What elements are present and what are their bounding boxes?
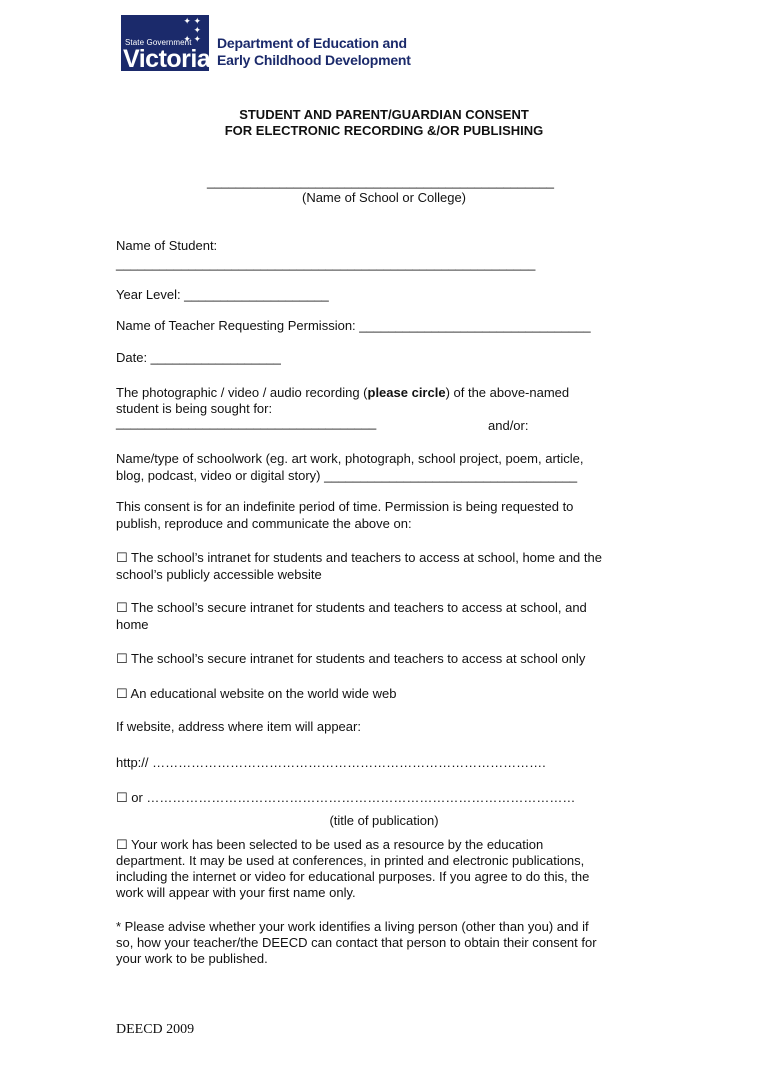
title-line-2: FOR ELECTRONIC RECORDING &/OR PUBLISHING [224, 123, 544, 138]
schoolwork-line-2: blog, podcast, video or digital story) ___________________________________ [116, 468, 578, 483]
department-line-1: Department of Education and [217, 35, 407, 51]
student-name-blank: __________________________________________________________ [116, 256, 536, 271]
department-name [217, 35, 411, 69]
please-circle-text: please circle [367, 385, 446, 400]
resource-line-2: department. It may be used at conferences, in printed and electronic publications, [116, 853, 585, 868]
school-name-blank: ________________________________________________ [207, 174, 555, 189]
publication-label: (title of publication) [329, 813, 439, 828]
option-2-line-2: home [116, 617, 149, 632]
date-field: Date: __________________ [116, 350, 281, 365]
advise-line-2: so, how your teacher/the DEECD can contact that person to obtain their consent for [116, 935, 597, 950]
logo-state-text: State Government [125, 38, 192, 47]
teacher-field: Name of Teacher Requesting Permission: ________________________________ [116, 318, 591, 333]
student-name-label: Name of Student: [116, 238, 218, 253]
consent-line-1: This consent is for an indefinite period of time. Permission is being requested to [116, 499, 574, 514]
resource-line-3: including the internet or video for educational purposes. If you agree to do this, the [116, 869, 590, 884]
recording-line-2: student is being sought for: [116, 401, 273, 416]
consent-line-2: publish, reproduce and communicate the above on: [116, 516, 412, 531]
recording-text-before: The photographic / video / audio recording ( [116, 385, 368, 400]
resource-line-1[interactable]: ☐ Your work has been selected to be used as a resource by the education [116, 837, 544, 852]
logo-victoria-text: Victoria [123, 45, 211, 73]
department-line-2: Early Childhood Development [217, 52, 411, 68]
deecd-logo [121, 15, 411, 73]
advise-line-3: your work to be published. [116, 951, 268, 966]
andor-text: and/or: [488, 418, 529, 433]
website-label: If website, address where item will appear: [116, 719, 361, 734]
school-name-label: (Name of School or College) [301, 190, 467, 205]
recording-line-1 [116, 384, 569, 401]
title-line-1: STUDENT AND PARENT/GUARDIAN CONSENT [239, 107, 529, 122]
recording-blank: ____________________________________ [116, 415, 377, 430]
victoria-logo-box [121, 15, 209, 71]
recording-text-after: ) of the above-named [445, 385, 570, 400]
publication-field[interactable]: ☐ or ……………………………………………………………………………………… [116, 790, 576, 805]
option-1-line-2: school’s publicly accessible website [116, 567, 322, 582]
schoolwork-line-1: Name/type of schoolwork (eg. art work, photograph, school project, poem, article, [116, 451, 584, 466]
option-4[interactable]: ☐ An educational website on the world wide web [116, 686, 397, 701]
website-address-field: http:// ………………………………………………………………………………. [116, 755, 546, 770]
option-3[interactable]: ☐ The school’s secure intranet for students and teachers to access at school only [116, 651, 586, 666]
option-2-line-1[interactable]: ☐ The school’s secure intranet for students and teachers to access at school, and [116, 600, 587, 615]
year-level-field: Year Level: ____________________ [116, 287, 329, 302]
southern-cross-icon: ✦ ✦ ✦ ✦ ✦ [183, 16, 201, 44]
advise-line-1: * Please advise whether your work identifies a living person (other than you) and if [116, 919, 589, 934]
resource-line-4: work will appear with your first name only. [116, 885, 356, 900]
footer-text: DEECD 2009 [116, 1022, 195, 1037]
option-1-line-1[interactable]: ☐ The school’s intranet for students and teachers to access at school, home and the [116, 550, 602, 565]
